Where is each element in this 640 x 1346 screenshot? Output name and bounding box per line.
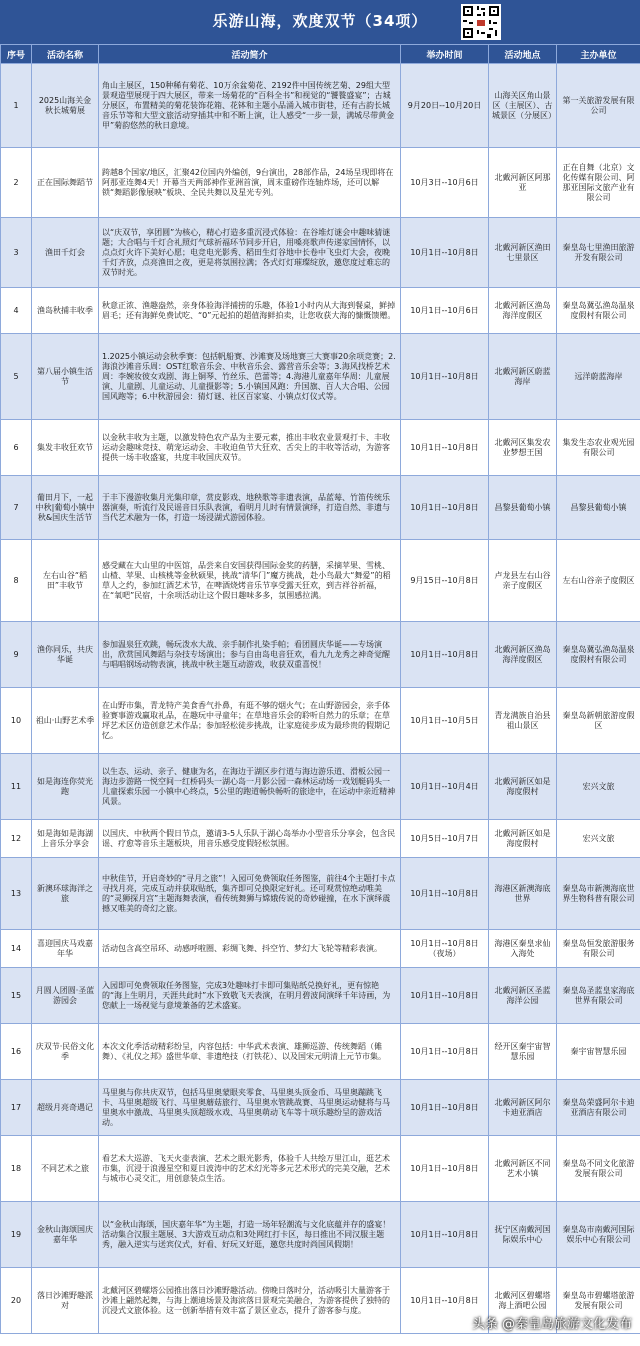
row-num: 12 — [1, 820, 32, 858]
row-place: 北戴河区碧螺塔海上酒吧公园 — [489, 1268, 557, 1334]
row-name: 左右山谷“稻田”丰收节 — [32, 540, 99, 622]
row-org: 集发生态农业观光园有限公司 — [557, 420, 640, 476]
row-time: 10月1日--10月8日 — [401, 968, 489, 1024]
row-num: 6 — [1, 420, 32, 476]
row-time: 10月1日--10月8日 — [401, 334, 489, 420]
row-org: 左右山谷亲子度假区 — [557, 540, 640, 622]
row-desc: 马里奥与你共庆双节，包括马里奥蒙眼夹零食、马里奥头顶金币、马里奥蹦跳飞卡、马里奥超级飞行、马里奥蘑菇旅行、马里奥水管跳战赛、马里奥运动健将与马里奥水中激战、马里奥头顶超级水戏、马里奥萌动飞车等十项乐趣纷呈的游戏活动。 — [99, 1080, 401, 1136]
row-place: 青龙满族自治县祖山景区 — [489, 688, 557, 754]
row-num: 11 — [1, 754, 32, 820]
row-place: 卢龙县左右山谷亲子度假区 — [489, 540, 557, 622]
row-place: 北戴河新区圣蓝海洋公园 — [489, 968, 557, 1024]
row-name: 2025山海关金秋长城菊展 — [32, 64, 99, 148]
row-org: 正在自舞（北京）文化传媒有限公司、阿那亚国际文旅产业有限公司 — [557, 148, 640, 218]
table-row — [1, 334, 640, 420]
row-place: 北戴河新区阿尔卡迪亚酒店 — [489, 1080, 557, 1136]
header-num: 序号 — [1, 45, 32, 64]
row-time: 9月15日--10月8日 — [401, 540, 489, 622]
row-name: 祖山·山野艺术季 — [32, 688, 99, 754]
row-name: 落日沙滩野趣派对 — [32, 1268, 99, 1334]
table-row — [1, 968, 640, 1024]
row-org: 秦皇岛荣盛阿尔卡迪亚酒店有限公司 — [557, 1080, 640, 1136]
row-desc: 看艺术大巡游、飞天火壶表演、艺术之眼光影秀，体验千人共绘万里江山，逛艺术市集，沉浸于浪漫星空和夏日波涛中的艺术幻光等多元艺术形式的完美交融，艺术与城市心灵交汇，用创意装点生活。 — [99, 1136, 401, 1202]
row-name: 超级月亮奇遇记 — [32, 1080, 99, 1136]
table-row — [1, 930, 640, 968]
row-org: 宏兴文旅 — [557, 820, 640, 858]
table-row — [1, 288, 640, 334]
row-desc: 北戴河区碧螺塔公园推出落日沙滩野趣活动。傍晚日落时分，活动吸引大量游客于沙滩上翩然起舞，与海上潮迪场景及海滨落日景观完美融合，为游客提供了独特的沉浸式文旅体验。这一创新举措有效丰富了景区业态，提升了游客参与度。 — [99, 1268, 401, 1334]
row-name: 如是海如是海湖上音乐分享会 — [32, 820, 99, 858]
row-desc: 感受藏在大山里的中医馆，品尝来自安国获得国际金奖的药膳，采摘苹果、雪桃、山楂、苹果、山核桃等金秋硕果，挑战“清华门”魔方挑战，赴小鸟最大“舞爱”的稻草人之约，参加红酒艺术节，在啤酒烧烤音乐节享受露天狂欢，到吉祥谷祈福，在“氧吧”民宿，十余项活动让这个假日趣味多多，氛围感拉满。 — [99, 540, 401, 622]
page-title: 乐游山海，欢度双节（34项） — [212, 12, 428, 30]
row-place: 北戴河新区渔田七里景区 — [489, 218, 557, 288]
table-row — [1, 1136, 640, 1202]
row-place: 北戴河新区阿那亚 — [489, 148, 557, 218]
row-num: 18 — [1, 1136, 32, 1202]
header-org: 主办单位 — [557, 45, 640, 64]
row-place: 北戴河新区渔岛海洋度假区 — [489, 288, 557, 334]
qr-code-icon — [461, 4, 501, 40]
row-desc: 以生态、运动、亲子、健康为名，在海边于湖区步行道与海边游乐道、滑板公园一海边步游路一悦空间一红桥码头一湖心岛一月影公园一森林运动场一戏划艇码头一儿童探索乐园一小镇中心终点，5公里的跑道畅快畅听的旅途中，在运动中亲近精神风景。 — [99, 754, 401, 820]
table-row — [1, 218, 640, 288]
row-num: 2 — [1, 148, 32, 218]
header-place: 活动地点 — [489, 45, 557, 64]
row-desc: 于丰下漫游收集月光集印章，赏皮影戏、地秧歌等非遗表演，品蓝莓、竹笛传统乐器演奏，听流行及民谣音日乐队表演，看明月儿时有情景演绎，打造自然、非遗与当代艺术融为一体，打造一场浸湖式游园体验。 — [99, 476, 401, 540]
row-desc: 角山主展区，150种稀有菊花、10万余盆菊花、2192件中国传统艺菊、29组大型景观造型展现于四大展区，带来一场菊花的“百科全书”和视觉的“饕餮盛宴”；古城分展区，布置精美的菊花装饰花箱、花钵和主题小品涌入城市街巷，还有古韵长城音乐节等和大型文旅活动穿插其中和不断上演，让人感受“一步一景，满城尽带黄金甲”菊韵悠然的秋日意境。 — [99, 64, 401, 148]
row-num: 3 — [1, 218, 32, 288]
row-name: 渔岛秋捕丰收季 — [32, 288, 99, 334]
row-time: 10月1日--10月8日（夜场） — [401, 930, 489, 968]
row-place: 北戴河新区蔚蓝海岸 — [489, 334, 557, 420]
row-org: 秦皇岛市南戴河国际娱乐中心有限公司 — [557, 1202, 640, 1268]
row-time: 10月1日--10月8日 — [401, 476, 489, 540]
watermark-text: 头条 @秦皇岛旅游文化发布 — [471, 1317, 632, 1332]
table-row — [1, 476, 640, 540]
table-row — [1, 858, 640, 930]
row-org: 秦皇岛市新澳海底世界生物科普有限公司 — [557, 858, 640, 930]
title-bar — [0, 0, 640, 44]
row-name: 庆双节·民俗文化季 — [32, 1024, 99, 1080]
row-org: 第一关旅游发展有限公司 — [557, 64, 640, 148]
row-org: 宏兴文旅 — [557, 754, 640, 820]
row-desc: 秋意正浓、渔趣盎然，亲身体验海洋捕捞的乐趣，体验1小时内从大海到餐桌，鲜掉眉毛；还有海鲜免费试吃、“0”元起拍的超值海鲜拍卖，让您收获大海的慷慨馈赠。 — [99, 288, 401, 334]
row-place: 海港区新澳海底世界 — [489, 858, 557, 930]
row-time: 10月1日--10月4日 — [401, 754, 489, 820]
row-time: 10月1日--10月8日 — [401, 622, 489, 688]
row-time: 10月1日--10月8日 — [401, 1268, 489, 1334]
row-desc: 在山野市集，青龙特产美食香气扑鼻，有逛不够的烟火气；在山野游园会，亲手体验赛事游戏赢取礼品，在趣玩中寻童年；在草地音乐会的聆听自然力的乐章；在草坪艺术区仿造创意艺术作品；参加轻松徒步挑战，让家庭徒步成为最珍贵的假期记忆。 — [99, 688, 401, 754]
row-org: 秦皇岛不同文化旅游发展有限公司 — [557, 1136, 640, 1202]
row-org: 秦皇岛新朝旅游度假区 — [557, 688, 640, 754]
row-num: 16 — [1, 1024, 32, 1080]
table-row — [1, 1024, 640, 1080]
row-place: 北戴河区集发农业梦想王国 — [489, 420, 557, 476]
row-desc: 活动包含高空吊环、动感呼啦圈、彩绸飞舞、抖空竹、梦幻大飞轮等精彩表演。 — [99, 930, 401, 968]
row-name: 渔田千灯会 — [32, 218, 99, 288]
table-row — [1, 420, 640, 476]
row-num: 10 — [1, 688, 32, 754]
row-name: 月圆人团圆·圣蓝游园会 — [32, 968, 99, 1024]
table-row — [1, 1202, 640, 1268]
table-row — [1, 820, 640, 858]
row-num: 7 — [1, 476, 32, 540]
table-row — [1, 754, 640, 820]
row-name: 如是海连你荧光跑 — [32, 754, 99, 820]
row-num: 14 — [1, 930, 32, 968]
row-name: 渔你同乐，共庆华诞 — [32, 622, 99, 688]
row-num: 13 — [1, 858, 32, 930]
row-name: 新澳环球海洋之旅 — [32, 858, 99, 930]
row-name: 集发丰收狂欢节 — [32, 420, 99, 476]
row-num: 8 — [1, 540, 32, 622]
row-time: 10月1日--10月8日 — [401, 1080, 489, 1136]
row-org: 秦皇岛市碧螺塔旅游发展有限公司 — [557, 1268, 640, 1334]
events-table — [0, 44, 640, 1334]
row-num: 19 — [1, 1202, 32, 1268]
row-num: 4 — [1, 288, 32, 334]
row-place: 经开区秦宇宙智慧乐园 — [489, 1024, 557, 1080]
header-name: 活动名称 — [32, 45, 99, 64]
row-place: 北戴河新区如是海度假村 — [489, 754, 557, 820]
row-time: 9月20日--10月20日 — [401, 64, 489, 148]
header-desc: 活动简介 — [99, 45, 401, 64]
row-num: 20 — [1, 1268, 32, 1334]
row-name: 金秋山海颂国庆嘉年华 — [32, 1202, 99, 1268]
row-time: 10月5日--10月7日 — [401, 820, 489, 858]
row-org: 秦皇岛恒发旅游服务有限公司 — [557, 930, 640, 968]
table-row — [1, 1080, 640, 1136]
row-desc: 以国庆、中秋两个假日节点，邀请3-5人乐队于湖心岛举办小型音乐分享会，包含民谣、疗愈等音乐主题板块，用音乐感受度假轻松氛围。 — [99, 820, 401, 858]
row-name: 喜迎国庆马戏嘉年华 — [32, 930, 99, 968]
table-row — [1, 64, 640, 148]
row-place: 北戴河新区渔岛海洋度假区 — [489, 622, 557, 688]
row-num: 9 — [1, 622, 32, 688]
row-org: 秦宇宙智慧乐园 — [557, 1024, 640, 1080]
table-row — [1, 148, 640, 218]
row-time: 10月1日--10月8日 — [401, 420, 489, 476]
row-desc: 以金秋丰收为主题，以激发特色农产品为主要元素，推出丰收农业景观打卡、丰收运动会趣味竞技、萌宠运动会、丰收迫鱼节大狂欢、舌尖上的丰收等活动，为游客提供一场丰收盛宴，共度丰收国庆双节。 — [99, 420, 401, 476]
row-num: 5 — [1, 334, 32, 420]
row-time: 10月3日--10月6日 — [401, 148, 489, 218]
row-desc: 参加温泉狂欢跳，畅玩泼水大战、亲手制作扎染手帕；看团圆庆华诞——专场演出，欣赏国风舞蹈与杂技专场演出；参与自由岛电音狂欢，看九九龙秀之神奇觉醒与唱唱钢场动物表演，挑战中秋主题互动游戏，收获双重喜悦！ — [99, 622, 401, 688]
row-time: 10月1日--10月5日 — [401, 688, 489, 754]
row-name: 不同艺术之旅 — [32, 1136, 99, 1202]
table-row — [1, 540, 640, 622]
table-row — [1, 622, 640, 688]
watermark — [472, 1313, 632, 1332]
header-time: 举办时间 — [401, 45, 489, 64]
row-desc: 以“金秋山海颂，国庆嘉年华”为主题，打造一场年轻潮流与文化底蕴并存的盛宴！活动集合汉服主题展、3大游戏互动点和3处网红打卡区，每日推出不同汉服主题秀，融入逆实与送宾仪式，好看、好玩又好逛，邀您共度时尚国风假期！ — [99, 1202, 401, 1268]
row-org: 秦皇岛冀弘渔岛温泉度假村有限公司 — [557, 288, 640, 334]
row-time: 10月1日--10月8日 — [401, 1202, 489, 1268]
row-time: 10月1日--10月8日 — [401, 1136, 489, 1202]
row-org: 远洋蔚蓝海岸 — [557, 334, 640, 420]
row-place: 北戴河新区不同艺术小镇 — [489, 1136, 557, 1202]
row-num: 17 — [1, 1080, 32, 1136]
row-place: 山海关区角山景区（主展区）、古城景区（分展区） — [489, 64, 557, 148]
row-desc: 1.2025小镇运动会秋季赛：包括帆船赛、沙滩赛及场地赛三大赛事20余项竞赛；2.海浪沙滩音乐周：OST红歌音乐会、中秋音乐会、露营音乐会等；3.海风找桥艺术周：李婉妆彼女戏剧、海上铜琴、竹丝乐、芭蕾等；4.海港儿童嘉年华周：儿童展演、儿童剧、儿童运动、儿童摄影等；5.小镇国风跑：升国旗、百人大合唱、公园国风跑等；6.中秋游园会：猜灯谜、社区百家宴、小镇点灯仪式等。 — [99, 334, 401, 420]
row-name: 葡田月下，一起中秋|葡萄小镇中秋&国庆生活节 — [32, 476, 99, 540]
row-time: 10月1日--10月8日 — [401, 218, 489, 288]
row-place: 海港区秦皇求仙入海处 — [489, 930, 557, 968]
row-desc: 以“庆双节，享团圆”为核心，精心打造多重沉浸式体验：在谷堆灯谜会中趣味猜谜题；大合唱与千灯合礼照灯气球祈福环节同步开启，用嗓亮歌声传递家国情怀，以点点灯火许下美好心愿；电竞电光影秀、稻田生灯谷地中长卷中飞虫灯大会，夜晚千灯齐放，点亮渔田之夜，更是将氛围拉满；各式灯灯璀璨绽放，邀您度过难忘的双节时光。 — [99, 218, 401, 288]
row-num: 1 — [1, 64, 32, 148]
row-time: 10月1日--10月6日 — [401, 288, 489, 334]
row-desc: 入园即可免费领取任务图鉴，完成3处趣味打卡即可集贴纸兑换好礼，更有惊艳的“海上生明月，天涯共此时”水下致敬飞天表演，在明月碧波间演绎千年诗画，为您献上一场视觉与意境兼备的艺术盛宴。 — [99, 968, 401, 1024]
row-desc: 本次文化季活动精彩纷呈，内容包括：中华武术表演、雄狮巡游、传统舞蹈（傩舞）、《礼仪之邦》盛世华章、非遗绝技（打铁花）、以及国宋元明清上元节市集。 — [99, 1024, 401, 1080]
row-place: 抚宁区南戴河国际娱乐中心 — [489, 1202, 557, 1268]
row-place: 昌黎县葡萄小镇 — [489, 476, 557, 540]
row-org: 秦皇岛七里渔田旅游开发有限公司 — [557, 218, 640, 288]
row-desc: 跨越8个国家/地区，汇聚42位国内外编创，9台演出，28部作品，24场呈现即将在阿那亚连舞4天！开幕当天两部神作亚洲首演，周末重磅作连轴炸场，还可以解锁“舞蹈影像展映”板块、全民共舞以及星光专列。 — [99, 148, 401, 218]
row-org: 昌黎县葡萄小镇 — [557, 476, 640, 540]
row-org: 秦皇岛冀弘渔岛温泉度假村有限公司 — [557, 622, 640, 688]
row-time: 10月1日--10月8日 — [401, 858, 489, 930]
row-name: 正在国际舞蹈节 — [32, 148, 99, 218]
row-time: 10月1日--10月8日 — [401, 1024, 489, 1080]
row-num: 15 — [1, 968, 32, 1024]
table-row — [1, 688, 640, 754]
row-place: 北戴河新区如是海度假村 — [489, 820, 557, 858]
row-desc: 中秋佳节，开启奇妙的“寻月之旅”！入园可免费领取任务图鉴，前往4个主题打卡点寻找月亮，完成互动并获取贴纸，集齐即可兑换限定好礼。还可观赏惊绝动唯美的“灵狮探月宫”主题海舞表演，看传统舞狮与嫦娥传说的奇妙碰撞，在水下演绎震撼又唯美的奇幻之旅。 — [99, 858, 401, 930]
row-org: 秦皇岛圣蓝皇家海底世界有限公司 — [557, 968, 640, 1024]
qr-code-graphic — [461, 4, 501, 40]
table-header-row — [1, 45, 640, 64]
row-name: 第八届小镇生活节 — [32, 334, 99, 420]
